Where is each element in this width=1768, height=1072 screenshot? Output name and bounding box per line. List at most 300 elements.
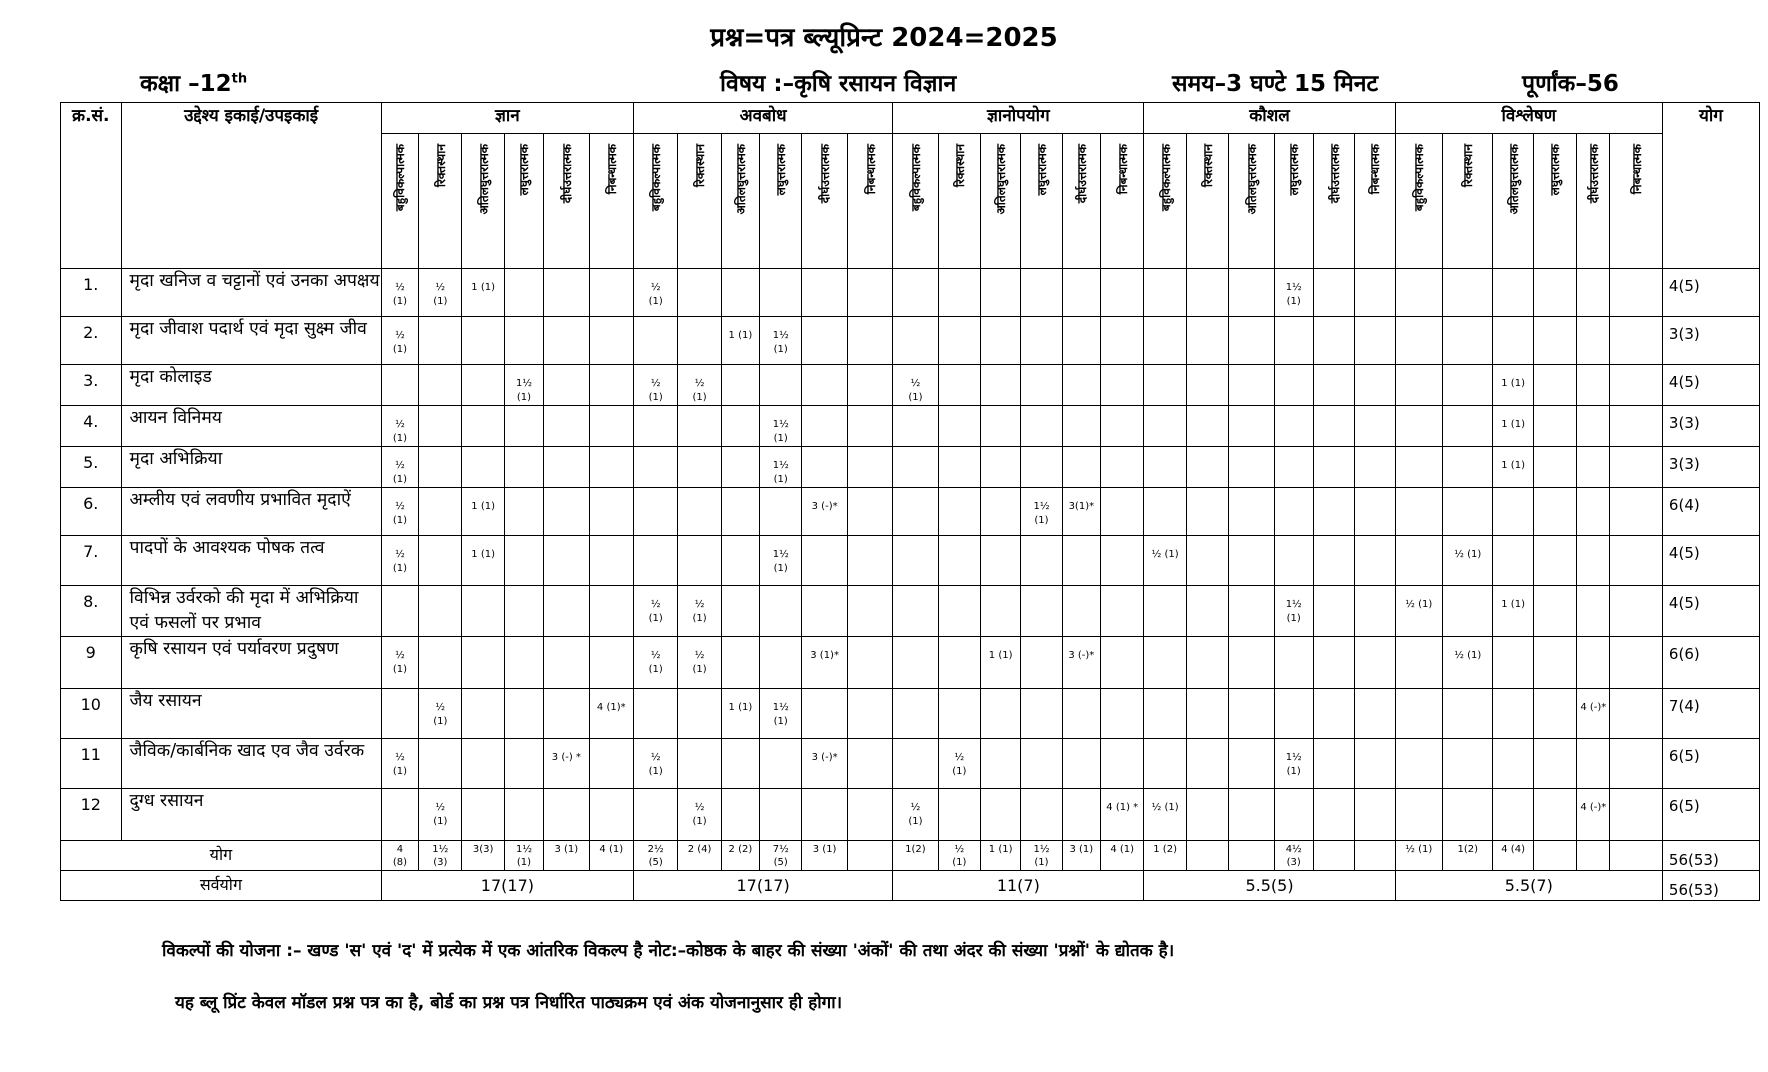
marks-cell (847, 789, 892, 841)
group-header: ज्ञानोपयोग (893, 103, 1144, 134)
marks-cell: ½ (1) (1144, 536, 1186, 586)
marks-cell (1229, 447, 1274, 488)
marks-cell: ½ (1) (633, 637, 677, 689)
marks-cell: 1 (1) (721, 689, 759, 739)
row-total-cell: 4(5) (1662, 536, 1759, 586)
marks-cell (1577, 637, 1610, 689)
marks-cell (1021, 317, 1062, 365)
marks-cell (544, 406, 589, 447)
marks-cell (1101, 536, 1144, 586)
marks-cell (1443, 317, 1493, 365)
marks-cell (1610, 739, 1662, 789)
question-type-label: बहुविकल्पात्मक (1412, 144, 1427, 212)
marks-cell (462, 789, 504, 841)
marks-cell (760, 488, 802, 536)
marks-cell (544, 488, 589, 536)
marks-cell (462, 586, 504, 637)
marks-cell (1443, 406, 1493, 447)
marks-cell (1186, 406, 1228, 447)
marks-cell (1443, 739, 1493, 789)
marks-cell (504, 536, 543, 586)
marks-cell (589, 789, 633, 841)
marks-cell (1021, 536, 1062, 586)
marks-cell (980, 789, 1020, 841)
marks-cell (544, 269, 589, 317)
serial-cell: 9 (61, 637, 122, 689)
totals-cell: 3 (1) (1062, 841, 1100, 871)
marks-cell (1355, 269, 1395, 317)
marks-cell (1610, 586, 1662, 637)
question-type-header (419, 134, 462, 269)
marks-cell (1101, 365, 1144, 406)
marks-cell (1395, 637, 1442, 689)
serial-cell: 10 (61, 689, 122, 739)
marks-cell (1355, 637, 1395, 689)
unit-cell: मृदा अभिक्रिया (121, 447, 381, 488)
marks-cell (589, 586, 633, 637)
question-type-header (1395, 134, 1442, 269)
marks-cell: ½ (1) (893, 789, 938, 841)
question-type-header (589, 134, 633, 269)
marks-cell (1610, 447, 1662, 488)
totals-cell: 4 (1) (1101, 841, 1144, 871)
marks-cell (1443, 365, 1493, 406)
marks-cell (1493, 689, 1533, 739)
marks-cell: 4 (1) * (1101, 789, 1144, 841)
marks-cell (760, 365, 802, 406)
totals-cell: 4 (8) (381, 841, 418, 871)
question-type-label: अतिलघुत्तरात्मक (1244, 144, 1259, 215)
question-type-label: लघुत्तरात्मक (1034, 144, 1049, 196)
marks-cell (633, 317, 677, 365)
marks-cell: ½ (1) (633, 269, 677, 317)
table-row (61, 365, 1760, 406)
marks-cell (1533, 269, 1576, 317)
marks-cell (980, 739, 1020, 789)
unit-cell: जैय रसायन (121, 689, 381, 739)
marks-cell (721, 365, 759, 406)
group-header-row (61, 103, 1760, 134)
marks-cell (1144, 689, 1186, 739)
marks-cell (1062, 586, 1100, 637)
marks-cell: ½ (1) (381, 637, 418, 689)
marks-cell (938, 317, 980, 365)
marks-cell (1229, 406, 1274, 447)
marks-cell (381, 365, 418, 406)
totals-cell: 1 (1) (980, 841, 1020, 871)
marks-cell (1186, 586, 1228, 637)
marks-cell (1274, 789, 1313, 841)
marks-cell (802, 586, 847, 637)
marks-cell: 1½ (1) (760, 317, 802, 365)
marks-cell (938, 488, 980, 536)
marks-cell (1493, 317, 1533, 365)
serial-cell: 3. (61, 365, 122, 406)
marks-cell (721, 739, 759, 789)
marks-cell (1021, 586, 1062, 637)
marks-cell (893, 447, 938, 488)
marks-cell (589, 406, 633, 447)
marks-cell (1313, 586, 1354, 637)
row-total-cell: 4(5) (1662, 269, 1759, 317)
marks-cell: 1 (1) (462, 536, 504, 586)
marks-cell (381, 789, 418, 841)
marks-cell (1021, 269, 1062, 317)
marks-cell (847, 488, 892, 536)
marks-cell: ½ (1) (381, 406, 418, 447)
marks-cell (1443, 447, 1493, 488)
marks-cell (802, 269, 847, 317)
marks-cell (504, 488, 543, 536)
table-row (61, 488, 1760, 536)
marks-cell (678, 269, 721, 317)
marks-cell: 1½ (1) (760, 536, 802, 586)
marks-cell (1313, 488, 1354, 536)
marks-cell: 1½ (1) (760, 406, 802, 447)
marks-cell: 1 (1) (1493, 406, 1533, 447)
totals-cell (847, 841, 892, 871)
marks-cell (1313, 447, 1354, 488)
marks-cell (589, 269, 633, 317)
marks-cell (1144, 317, 1186, 365)
marks-cell (1186, 739, 1228, 789)
marks-cell (1577, 269, 1610, 317)
marks-cell (1610, 536, 1662, 586)
row-total-cell: 4(5) (1662, 586, 1759, 637)
marks-cell: 1 (1) (462, 269, 504, 317)
unit-cell: आयन विनिमय (121, 406, 381, 447)
row-total-cell: 3(3) (1662, 447, 1759, 488)
page-title: प्रश्न=पत्र ब्ल्यूप्रिन्ट 2024=2025 (710, 23, 1058, 53)
marks-cell (847, 365, 892, 406)
marks-cell: 1½ (1) (504, 365, 543, 406)
row-total-cell: 3(3) (1662, 406, 1759, 447)
marks-cell (938, 637, 980, 689)
marks-cell (1313, 789, 1354, 841)
marks-cell (847, 269, 892, 317)
totals-cell: 2½ (5) (633, 841, 677, 871)
question-type-header (1313, 134, 1354, 269)
marks-cell (1062, 365, 1100, 406)
marks-cell: ½ (1) (633, 586, 677, 637)
marks-cell (1577, 488, 1610, 536)
table-row (61, 789, 1760, 841)
question-type-label: निबन्धात्मक (1629, 144, 1644, 195)
marks-cell: ½ (1) (1443, 536, 1493, 586)
marks-cell (1144, 447, 1186, 488)
marks-cell (1144, 586, 1186, 637)
totals-cell: 1½ (1) (1021, 841, 1062, 871)
marks-cell: ½ (1) (1395, 586, 1442, 637)
marks-cell (980, 447, 1020, 488)
marks-cell (1493, 739, 1533, 789)
totals-cell (1313, 841, 1354, 871)
totals-cell: 3(3) (462, 841, 504, 871)
marks-cell: ½ (1) (381, 317, 418, 365)
marks-cell (1021, 365, 1062, 406)
marks-cell (589, 637, 633, 689)
marks-cell: ½ (1) (633, 739, 677, 789)
marks-cell (1144, 637, 1186, 689)
marks-cell (633, 789, 677, 841)
marks-cell (893, 269, 938, 317)
marks-cell (980, 365, 1020, 406)
question-type-header (1101, 134, 1144, 269)
marks-cell (1021, 637, 1062, 689)
unit-cell: दुग्ध रसायन (121, 789, 381, 841)
question-type-label: बहुविकल्पात्मक (908, 144, 923, 212)
totals-cell: 1(2) (1443, 841, 1493, 871)
marks-cell (980, 488, 1020, 536)
marks-cell (1274, 689, 1313, 739)
marks-cell (802, 317, 847, 365)
question-type-label: रिक्तस्थान (1200, 144, 1215, 188)
marks-cell (1101, 447, 1144, 488)
marks-cell (938, 447, 980, 488)
totals-cell (1229, 841, 1274, 871)
marks-cell (1229, 317, 1274, 365)
marks-cell (462, 406, 504, 447)
totals-cell: 4½ (3) (1274, 841, 1313, 871)
marks-cell (1229, 789, 1274, 841)
marks-cell (1610, 637, 1662, 689)
marks-cell: ½ (1) (419, 269, 462, 317)
marks-cell (633, 447, 677, 488)
marks-cell: 1½ (1) (760, 689, 802, 739)
marks-cell (938, 269, 980, 317)
marks-cell: 4 (-)* (1577, 689, 1610, 739)
marks-cell: ½ (1) (678, 789, 721, 841)
question-type-header (1493, 134, 1533, 269)
marks-cell (760, 789, 802, 841)
question-type-header (381, 134, 418, 269)
marks-cell (847, 586, 892, 637)
marks-cell (1533, 317, 1576, 365)
question-type-header (760, 134, 802, 269)
marks-cell (589, 488, 633, 536)
marks-cell (1101, 317, 1144, 365)
marks-cell (1021, 447, 1062, 488)
question-type-header (1229, 134, 1274, 269)
serial-cell: 1. (61, 269, 122, 317)
unit-cell: मृदा खनिज व चट्टानों एवं उनका अपक्षय (121, 269, 381, 317)
question-type-header (893, 134, 938, 269)
marks-cell (1395, 269, 1442, 317)
marks-cell (1577, 317, 1610, 365)
marks-cell (1610, 269, 1662, 317)
grand-group-total: 17(17) (633, 871, 892, 901)
question-type-label: लघुत्तरात्मक (1548, 144, 1563, 196)
marks-cell: 4 (1)* (589, 689, 633, 739)
question-type-header (980, 134, 1020, 269)
marks-cell (980, 536, 1020, 586)
marks-cell: 1½ (1) (1021, 488, 1062, 536)
marks-cell (419, 637, 462, 689)
marks-cell (893, 689, 938, 739)
question-type-label: दीर्घउत्तरात्मक (1586, 144, 1601, 204)
marks-cell (419, 447, 462, 488)
marks-cell (462, 317, 504, 365)
marks-cell (1062, 269, 1100, 317)
marks-cell (544, 789, 589, 841)
grand-total-row (61, 871, 1760, 901)
grand-group-total: 11(7) (893, 871, 1144, 901)
marks-cell (893, 586, 938, 637)
question-type-label: लघुत्तरात्मक (774, 144, 789, 196)
marks-cell (1186, 317, 1228, 365)
marks-cell (893, 536, 938, 586)
marks-cell (721, 789, 759, 841)
question-type-header (1610, 134, 1662, 269)
marks-cell (721, 447, 759, 488)
marks-cell (1021, 789, 1062, 841)
marks-cell (419, 365, 462, 406)
marks-cell (760, 586, 802, 637)
marks-cell (1274, 637, 1313, 689)
marks-cell (802, 447, 847, 488)
totals-cell: 1 (2) (1144, 841, 1186, 871)
marks-cell (1533, 365, 1576, 406)
question-type-label: लघुत्तरात्मक (1287, 144, 1302, 196)
marks-cell (589, 365, 633, 406)
marks-cell (419, 739, 462, 789)
marks-cell (1610, 406, 1662, 447)
unit-cell: मृदा जीवाश पदार्थ एवं मृदा सुक्ष्म जीव (121, 317, 381, 365)
serial-cell: 12 (61, 789, 122, 841)
question-type-header (544, 134, 589, 269)
marks-cell (938, 689, 980, 739)
serial-cell: 11 (61, 739, 122, 789)
question-type-label: रिक्तस्थान (1461, 144, 1476, 188)
marks-cell (1229, 689, 1274, 739)
grand-group-total: 5.5(7) (1395, 871, 1662, 901)
table-row (61, 406, 1760, 447)
marks-cell: 4 (-)* (1577, 789, 1610, 841)
marks-cell (1355, 689, 1395, 739)
unit-cell: मृदा कोलाइड (121, 365, 381, 406)
row-total-cell: 6(5) (1662, 739, 1759, 789)
marks-cell (802, 789, 847, 841)
marks-cell (462, 739, 504, 789)
question-type-label: रिक्तस्थान (433, 144, 448, 188)
marks-cell (1144, 406, 1186, 447)
marks-cell (1186, 269, 1228, 317)
unit-cell: विभिन्न उर्वरको की मृदा में अभिक्रिया एवं फसलों पर प्रभाव (121, 586, 381, 637)
row-total-cell: 3(3) (1662, 317, 1759, 365)
marks-cell: 3(1)* (1062, 488, 1100, 536)
marks-cell (678, 739, 721, 789)
marks-cell (1313, 365, 1354, 406)
marks-cell (1274, 406, 1313, 447)
question-type-label: अतिलघुत्तरात्मक (994, 144, 1009, 215)
marks-cell: ½ (1) (381, 488, 418, 536)
question-type-label: निबन्धात्मक (1115, 144, 1130, 195)
totals-cell: 1½ (1) (504, 841, 543, 871)
marks-cell (980, 689, 1020, 739)
marks-cell (1610, 317, 1662, 365)
marks-cell (847, 637, 892, 689)
marks-cell (1355, 406, 1395, 447)
marks-cell: ½ (1) (381, 536, 418, 586)
table-row (61, 317, 1760, 365)
question-type-header (1355, 134, 1395, 269)
question-type-header (1186, 134, 1228, 269)
marks-cell (1395, 488, 1442, 536)
serial-cell: 6. (61, 488, 122, 536)
question-type-header (1021, 134, 1062, 269)
question-type-label: निबन्धात्मक (863, 144, 878, 195)
marks-cell: 1 (1) (1493, 586, 1533, 637)
marks-cell: ½ (1) (893, 365, 938, 406)
totals-cell (1186, 841, 1228, 871)
marks-cell: ½ (1) (938, 739, 980, 789)
marks-cell (1313, 689, 1354, 739)
marks-cell (678, 406, 721, 447)
marks-cell (678, 488, 721, 536)
totals-cell: 2 (4) (678, 841, 721, 871)
marks-cell (938, 406, 980, 447)
serial-cell: 8. (61, 586, 122, 637)
marks-cell (633, 536, 677, 586)
marks-cell (847, 317, 892, 365)
totals-label: योग (61, 841, 382, 871)
marks-cell (721, 269, 759, 317)
marks-cell (1395, 789, 1442, 841)
question-type-label: रिक्तस्थान (952, 144, 967, 188)
grand-total-label: सर्वयोग (61, 871, 382, 901)
marks-cell (1062, 689, 1100, 739)
options-note: विकल्पों की योजना :– खण्ड 'स' एवं 'द' में प्रत्येक में एक आंतरिक विकल्प है नोट:–कोष्ठक के बाहर की संख्या 'अंकों' की तथा अंदर की संख्या 'प्रश्नों' के द्योतक है। (162, 941, 1175, 961)
marks-cell (1062, 447, 1100, 488)
question-type-header (1062, 134, 1100, 269)
table-row (61, 586, 1760, 637)
table-row (61, 739, 1760, 789)
marks-cell (544, 365, 589, 406)
marks-cell (678, 689, 721, 739)
marks-cell (1610, 365, 1662, 406)
question-type-label: बहुविकल्पात्मक (649, 144, 664, 212)
table-row (61, 689, 1760, 739)
marks-cell (1144, 269, 1186, 317)
question-type-label: दीर्घउत्तरात्मक (559, 144, 574, 204)
marks-cell (1021, 689, 1062, 739)
totals-cell: 1½ (3) (419, 841, 462, 871)
marks-cell: 3 (-)* (802, 739, 847, 789)
marks-cell (544, 586, 589, 637)
question-type-label: अतिलघुत्तरात्मक (476, 144, 491, 215)
marks-cell (1610, 789, 1662, 841)
marks-cell (1533, 447, 1576, 488)
marks-cell (893, 406, 938, 447)
marks-cell: 1 (1) (721, 317, 759, 365)
class-label (140, 66, 247, 98)
class-suffix: th (231, 71, 248, 87)
marks-cell (938, 536, 980, 586)
question-type-header (802, 134, 847, 269)
marks-cell (1274, 365, 1313, 406)
totals-cell: 7½ (5) (760, 841, 802, 871)
totals-cell: 4 (1) (589, 841, 633, 871)
group-header: विश्लेषण (1395, 103, 1662, 134)
marks-cell (893, 637, 938, 689)
grand-total-cell: 56(53) (1662, 871, 1759, 901)
marks-cell (381, 689, 418, 739)
question-type-label: निबन्धात्मक (604, 144, 619, 195)
marks-cell (678, 536, 721, 586)
marks-cell (589, 536, 633, 586)
unit-cell: पादपों के आवश्यक पोषक तत्व (121, 536, 381, 586)
totals-cell: 1(2) (893, 841, 938, 871)
